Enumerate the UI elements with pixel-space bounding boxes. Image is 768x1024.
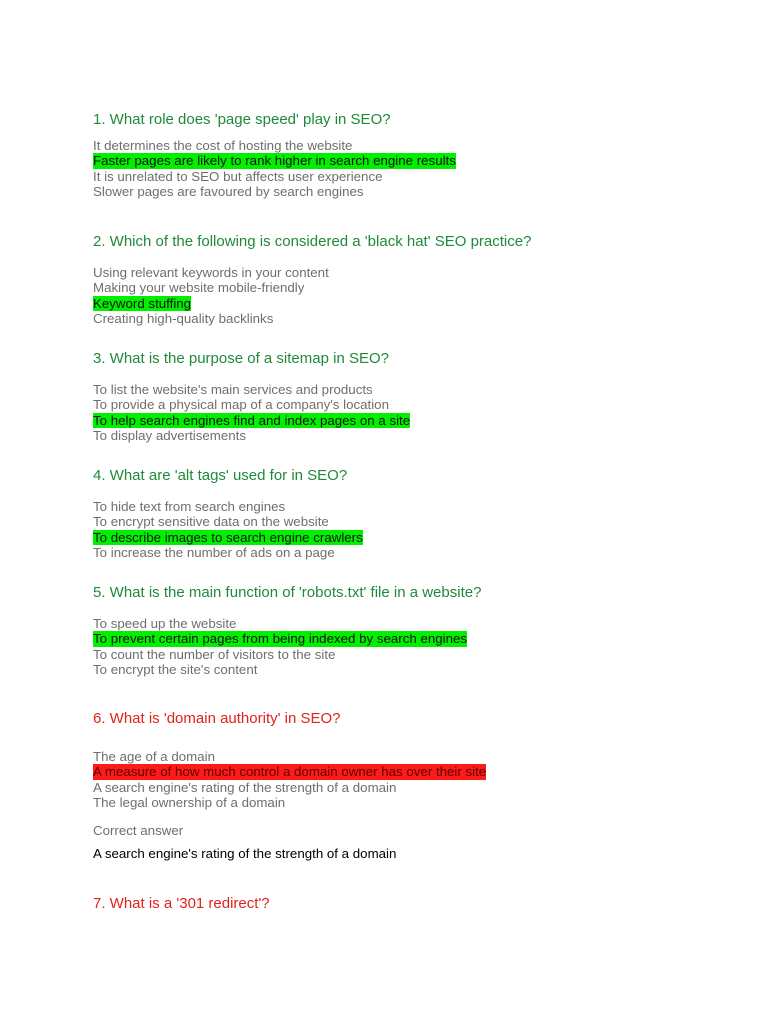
question-6-option-a: The age of a domain	[93, 749, 215, 764]
question-4-option-d: To increase the number of ads on a page	[93, 544, 335, 560]
question-5-option-a: To speed up the website	[93, 616, 237, 631]
question-2-options	[93, 265, 329, 326]
question-4-options	[93, 499, 363, 560]
question-7-title: 7. What is a '301 redirect'?	[93, 895, 270, 912]
question-4-option-b: To encrypt sensitive data on the website	[93, 514, 329, 530]
question-6-option-d: The legal ownership of a domain	[93, 794, 286, 810]
question-1-option-a: It determines the cost of hosting the website	[93, 138, 353, 153]
question-3-option-d: To display advertisements	[93, 427, 246, 443]
question-2-option-d: Creating high-quality backlinks	[93, 310, 274, 326]
question-2-option-a: Using relevant keywords in your content	[93, 265, 329, 280]
question-1-option-b-correct: Faster pages are likely to rank higher in search engine results	[93, 153, 456, 169]
question-5-option-c: To count the number of visitors to the site	[93, 646, 336, 662]
question-6-correct-answer-label: Correct answer	[93, 823, 184, 838]
question-4-option-c-correct: To describe images to search engine crawlers	[93, 529, 363, 545]
question-6-options	[93, 749, 486, 810]
question-5-title: 5. What is the main function of 'robots.txt' file in a website?	[93, 584, 482, 601]
question-3-option-a: To list the website's main services and products	[93, 382, 373, 397]
question-4-title: 4. What are 'alt tags' used for in SEO?	[93, 467, 348, 484]
question-2-option-c-correct: Keyword stuffing	[93, 295, 192, 311]
question-5-options	[93, 616, 467, 677]
question-6-title: 6. What is 'domain authority' in SEO?	[93, 710, 341, 727]
question-3-option-c-correct: To help search engines find and index pages on a site	[93, 412, 411, 428]
question-3-options	[93, 382, 410, 443]
question-5-option-b-correct: To prevent certain pages from being indexed by search engines	[93, 631, 468, 647]
question-3-option-b: To provide a physical map of a company's location	[93, 397, 389, 413]
question-6-option-c: A search engine's rating of the strength of a domain	[93, 779, 397, 795]
question-5-option-d: To encrypt the site's content	[93, 661, 258, 677]
question-1-option-d: Slower pages are favoured by search engines	[93, 183, 364, 199]
question-1-options	[93, 138, 456, 199]
question-2-option-b: Making your website mobile-friendly	[93, 280, 305, 296]
question-1-option-c: It is unrelated to SEO but affects user experience	[93, 168, 383, 184]
question-6-correct-answer: A search engine's rating of the strength of a domain	[93, 846, 397, 861]
question-3-title: 3. What is the purpose of a sitemap in SEO?	[93, 350, 389, 367]
question-6-option-b-selected-wrong: A measure of how much control a domain owner has over their site	[93, 764, 487, 780]
question-2-title: 2. Which of the following is considered a 'black hat' SEO practice?	[93, 233, 532, 250]
question-4-option-a: To hide text from search engines	[93, 499, 286, 514]
question-1-title: 1. What role does 'page speed' play in SEO?	[93, 111, 391, 128]
